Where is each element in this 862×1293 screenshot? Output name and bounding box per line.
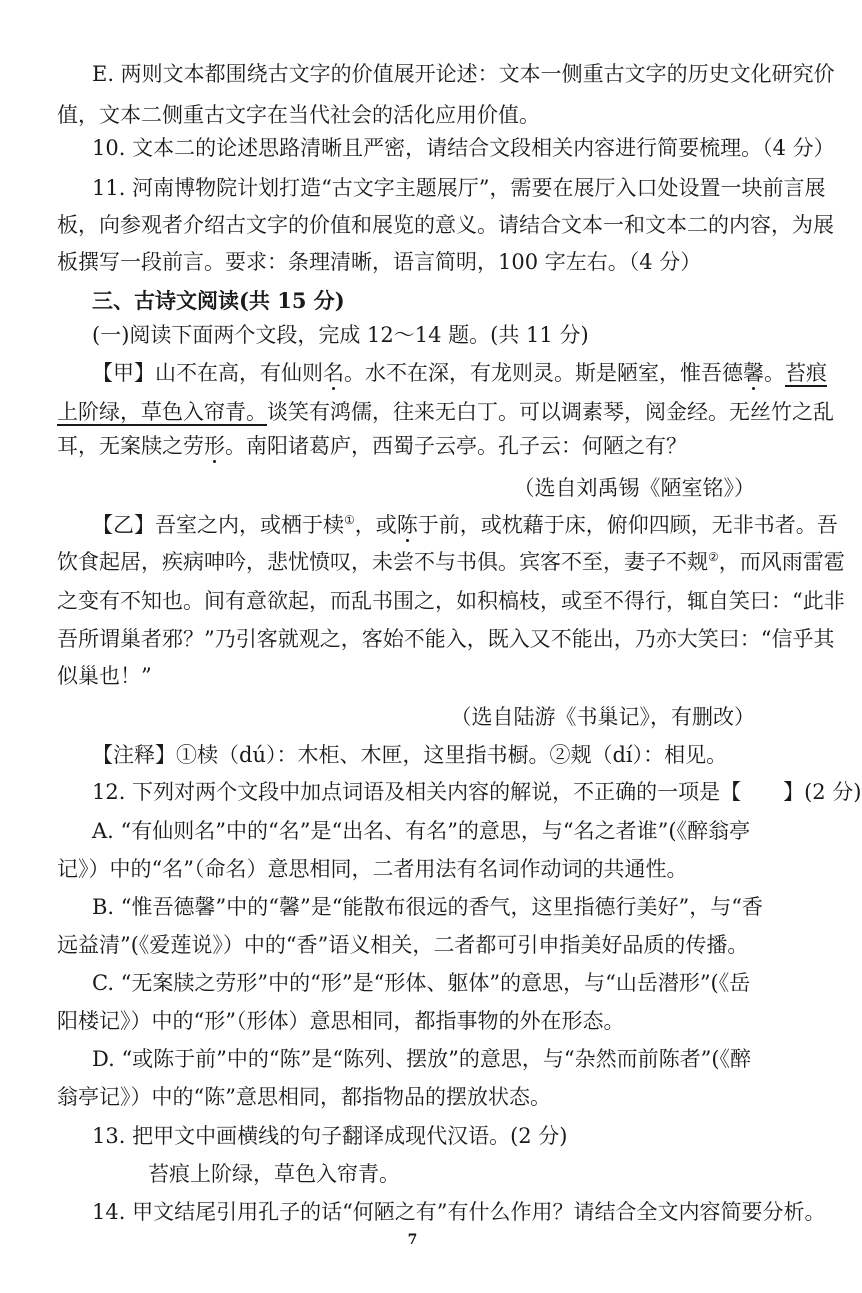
passage-yi-line-4: 吾所谓巢者邪？”乃引客就观之，客始不能入，既入又不能出，乃亦大笑曰：“信乎其 (57, 627, 835, 651)
dotted-word: 名 (323, 361, 344, 385)
subsection-heading: (一)阅读下面两个文段，完成 12～14 题。(共 11 分) (92, 323, 589, 347)
option-e-line-1: E. 两则文本都围绕古文字的价值展开论述：文本一侧重古文字的历史文化研究价 (92, 62, 835, 86)
option-a-line-1: A. “有仙则名”中的“名”是“出名、有名”的意思，与“名之者谁”(《醉翁亭 (92, 819, 751, 843)
yi-text: ，而风雨雷雹 (718, 550, 845, 574)
underlined-sentence: 苔痕 (785, 361, 827, 385)
passage-jia-line-1 (92, 359, 827, 387)
passage-jia-line-2 (57, 398, 834, 426)
footnote-marker: ① (344, 513, 355, 527)
passage-yi-source: （选自陆游《书巢记》，有删改） (450, 705, 755, 729)
jia-text: 耳，无案牍之劳 (57, 434, 204, 458)
yi-text: 饮食起居，疾病呻吟，悲忧愤叹，未尝不与书俱。宾客不至，妻子不觌 (57, 550, 708, 574)
passage-yi-line-5: 似巢也！” (57, 664, 152, 688)
yi-text: 【乙】吾室之内，或栖于椟 (92, 513, 344, 537)
annotation: 【注释】①椟（dú）：木柜、木匣，这里指书橱。②觌（dí）：相见。 (92, 743, 728, 767)
dotted-word: 陈 (396, 513, 418, 537)
translation-sentence: 苔痕上阶绿，草色入帘青。 (148, 1162, 400, 1186)
yi-text: ，或 (354, 513, 397, 537)
underlined-sentence: 上阶绿，草色入帘青。 (57, 400, 267, 424)
yi-text: 于前，或枕藉于床，俯仰四顾，无非书者。吾 (417, 513, 838, 537)
question-11-line-3: 板撰写一段前言。要求：条理清晰，语言简明，100 字左右。（4 分） (57, 250, 702, 274)
passage-yi-line-3: 之变有不知也。间有意欲起，而乱书围之，如积槁枝，或至不得行，辄自笑曰：“此非 (57, 589, 845, 613)
option-c-line-2: 阳楼记》）中的“形”（形体）意思相同，都指事物的外在形态。 (57, 1009, 625, 1033)
question-12: 12. 下列对两个文段中加点词语及相关内容的解说，不正确的一项是【 】(2 分) (92, 780, 862, 804)
option-c-line-1: C. “无案牍之劳形”中的“形”是“形体、躯体”的意思，与“山岳潜形”(《岳 (92, 971, 751, 995)
question-13: 13. 把甲文中画横线的句子翻译成现代汉语。(2 分) (92, 1124, 568, 1148)
passage-yi-line-2 (57, 548, 845, 576)
jia-text: 。南阳诸葛庐，西蜀子云亭。孔子云：何陋之有？ (225, 434, 687, 458)
option-d-line-1: D. “或陈于前”中的“陈”是“陈列、摆放”的意思，与“杂然而前陈者”(《醉 (92, 1047, 752, 1071)
section-heading: 三、古诗文阅读(共 15 分) (92, 288, 345, 313)
question-11-line-2: 板，向参观者介绍古文字的价值和展览的意义。请结合文本一和文本二的内容，为展 (57, 213, 834, 237)
question-10: 10. 文本二的论述思路清晰且严密，请结合文段相关内容进行简要梳理。（4 分） (92, 136, 835, 160)
jia-text: 。 (764, 361, 785, 385)
jia-text: 【甲】山不在高，有仙则 (92, 361, 323, 385)
passage-jia-line-3 (57, 432, 687, 460)
footnote-marker: ② (708, 550, 719, 564)
option-e-line-2: 值，文本二侧重古文字在当代社会的活化应用价值。 (57, 103, 540, 127)
dotted-word: 形 (204, 434, 225, 458)
question-14: 14. 甲文结尾引用孔子的话“何陋之有”有什么作用？请结合全文内容简要分析。 (92, 1200, 826, 1224)
option-b-line-2: 远益清”(《爱莲说》）中的“香”语义相关，二者都可引申指美好品质的传播。 (57, 933, 749, 957)
jia-text: 谈笑有鸿儒，往来无白丁。可以调素琴，阅金经。无丝竹之乱 (267, 400, 834, 424)
option-b-line-1: B. “惟吾德馨”中的“馨”是“能散布很远的香气，这里指德行美好”，与“香 (92, 895, 763, 919)
question-11-line-1: 11. 河南博物院计划打造“古文字主题展厅”，需要在展厅入口处设置一块前言展 (92, 176, 826, 200)
option-d-line-2: 翁亭记》）中的“陈”意思相同，都指物品的摆放状态。 (57, 1085, 551, 1109)
option-a-line-2: 记》）中的“名”（命名）意思相同，二者用法有名词作动词的共通性。 (57, 857, 688, 881)
passage-jia-source: （选自刘禹锡《陋室铭》） (513, 476, 755, 500)
passage-yi-line-1 (92, 511, 838, 539)
page-number: 7 (407, 1232, 418, 1248)
dotted-word: 馨 (743, 361, 764, 385)
jia-text: 。水不在深，有龙则灵。斯是陋室，惟吾德 (344, 361, 743, 385)
